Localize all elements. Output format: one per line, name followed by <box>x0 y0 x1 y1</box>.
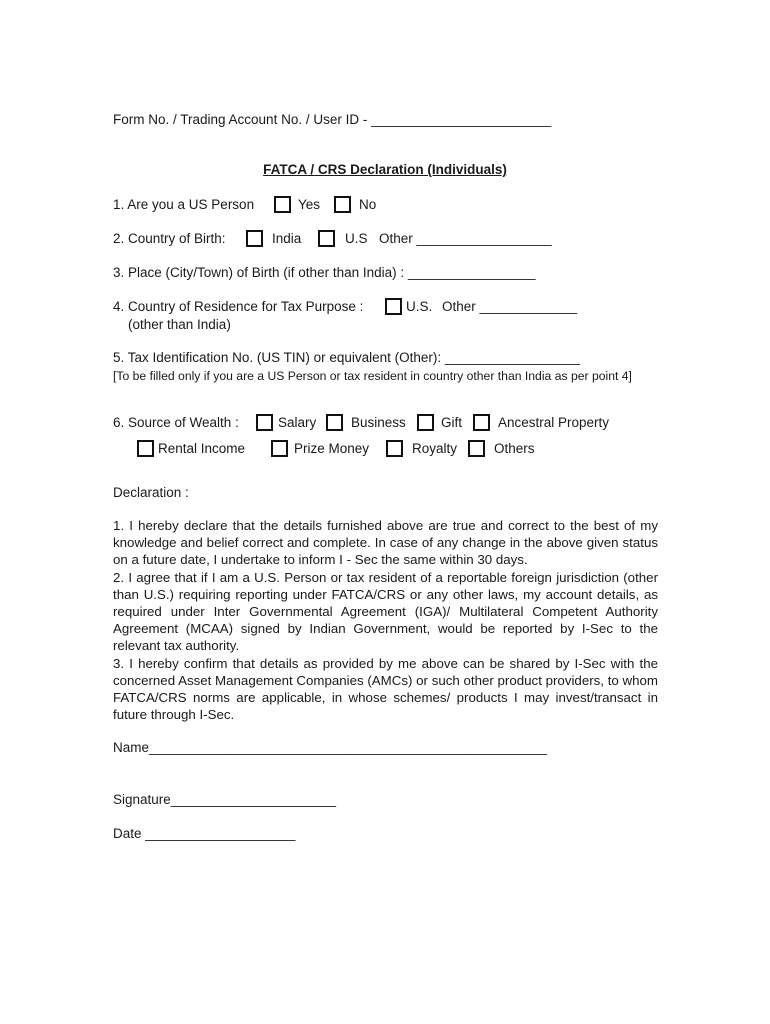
declaration-heading: Declaration : <box>113 485 189 500</box>
form-number-line <box>113 112 551 127</box>
q6-prize-label: Prize Money <box>294 441 370 456</box>
q1-label: 1. Are you a US Person <box>113 197 255 212</box>
q6-salary-checkbox[interactable] <box>256 414 273 431</box>
q6-label: 6. Source of Wealth : <box>113 415 239 430</box>
q5-note: [To be filled only if you are a US Person or tax resident in country other than India as per point 4] <box>113 369 632 383</box>
q6-gift-label: Gift <box>441 415 463 430</box>
q1-no-label: No <box>359 197 377 212</box>
q2-us-checkbox[interactable] <box>318 230 335 247</box>
date-field[interactable]: Date ____________________ <box>113 826 296 841</box>
q1-yes-checkbox[interactable] <box>274 196 291 213</box>
q6-others-label: Others <box>494 441 535 456</box>
q6-salary-label: Salary <box>278 415 317 430</box>
q4-other-field[interactable]: Other _____________ <box>442 299 578 314</box>
q4-label: 4. Country of Residence for Tax Purpose : <box>113 299 364 314</box>
q6-rental-label: Rental Income <box>158 441 246 456</box>
form-number-field[interactable]: ________________________ <box>371 112 552 127</box>
q6-rental-checkbox[interactable] <box>137 440 154 457</box>
q6-royalty-checkbox[interactable] <box>386 440 403 457</box>
q3-label[interactable]: 3. Place (City/Town) of Birth (if other than India) : _________________ <box>113 265 536 280</box>
q6-prize-checkbox[interactable] <box>271 440 288 457</box>
q4-sublabel: (other than India) <box>128 317 231 332</box>
q2-india-label: India <box>272 231 302 246</box>
declaration-body <box>113 517 658 723</box>
form-number-label: Form No. / Trading Account No. / User ID - <box>113 112 368 127</box>
q6-business-label: Business <box>351 415 406 430</box>
q1-no-checkbox[interactable] <box>334 196 351 213</box>
declaration-paragraph-1: 1. I hereby declare that the details furnished above are true and correct to the best of my knowledge and belief correct and complete. In case of any change in the above given status on a future date, I undertake to inform I - Sec the same within 30 days. <box>113 518 658 568</box>
q6-royalty-label: Royalty <box>412 441 458 456</box>
q2-india-checkbox[interactable] <box>246 230 263 247</box>
declaration-paragraph-3: 3. I hereby confirm that details as provided by me above can be shared by I-Sec with the concerned Asset Management Companies (AMCs) or such other product providers, to whom FATCA/CRS norms are applicable, in whose schemes/ products I may invest/transact in future through I-Sec. <box>113 655 658 723</box>
q6-ancestral-checkbox[interactable] <box>473 414 490 431</box>
q6-others-checkbox[interactable] <box>468 440 485 457</box>
form-title: FATCA / CRS Declaration (Individuals) <box>263 162 507 177</box>
q6-ancestral-label: Ancestral Property <box>498 415 610 430</box>
q2-other-field[interactable]: Other __________________ <box>379 231 552 246</box>
q4-us-label: U.S. <box>406 299 433 314</box>
q6-business-checkbox[interactable] <box>326 414 343 431</box>
q4-us-checkbox[interactable] <box>385 298 402 315</box>
q1-yes-label: Yes <box>298 197 321 212</box>
q2-us-label: U.S <box>345 231 368 246</box>
name-field[interactable]: Name_____________________________________________________ <box>113 740 547 755</box>
q2-label: 2. Country of Birth: <box>113 231 226 246</box>
q6-gift-checkbox[interactable] <box>417 414 434 431</box>
signature-field[interactable]: Signature______________________ <box>113 792 336 807</box>
declaration-paragraph-2: 2. I agree that if I am a U.S. Person or tax resident of a reportable foreign jurisdiction (other than U.S.) requiring reporting under FATCA/CRS or any other laws, my account details, as required under Inter Governmental Agreement (IGA)/ Multilateral Competent Authority Agreement (MCAA) signed by Indian Government, would be reported by I-Sec to the relevant tax authority. <box>113 569 658 654</box>
q5-label[interactable]: 5. Tax Identification No. (US TIN) or equivalent (Other): __________________ <box>113 350 581 365</box>
